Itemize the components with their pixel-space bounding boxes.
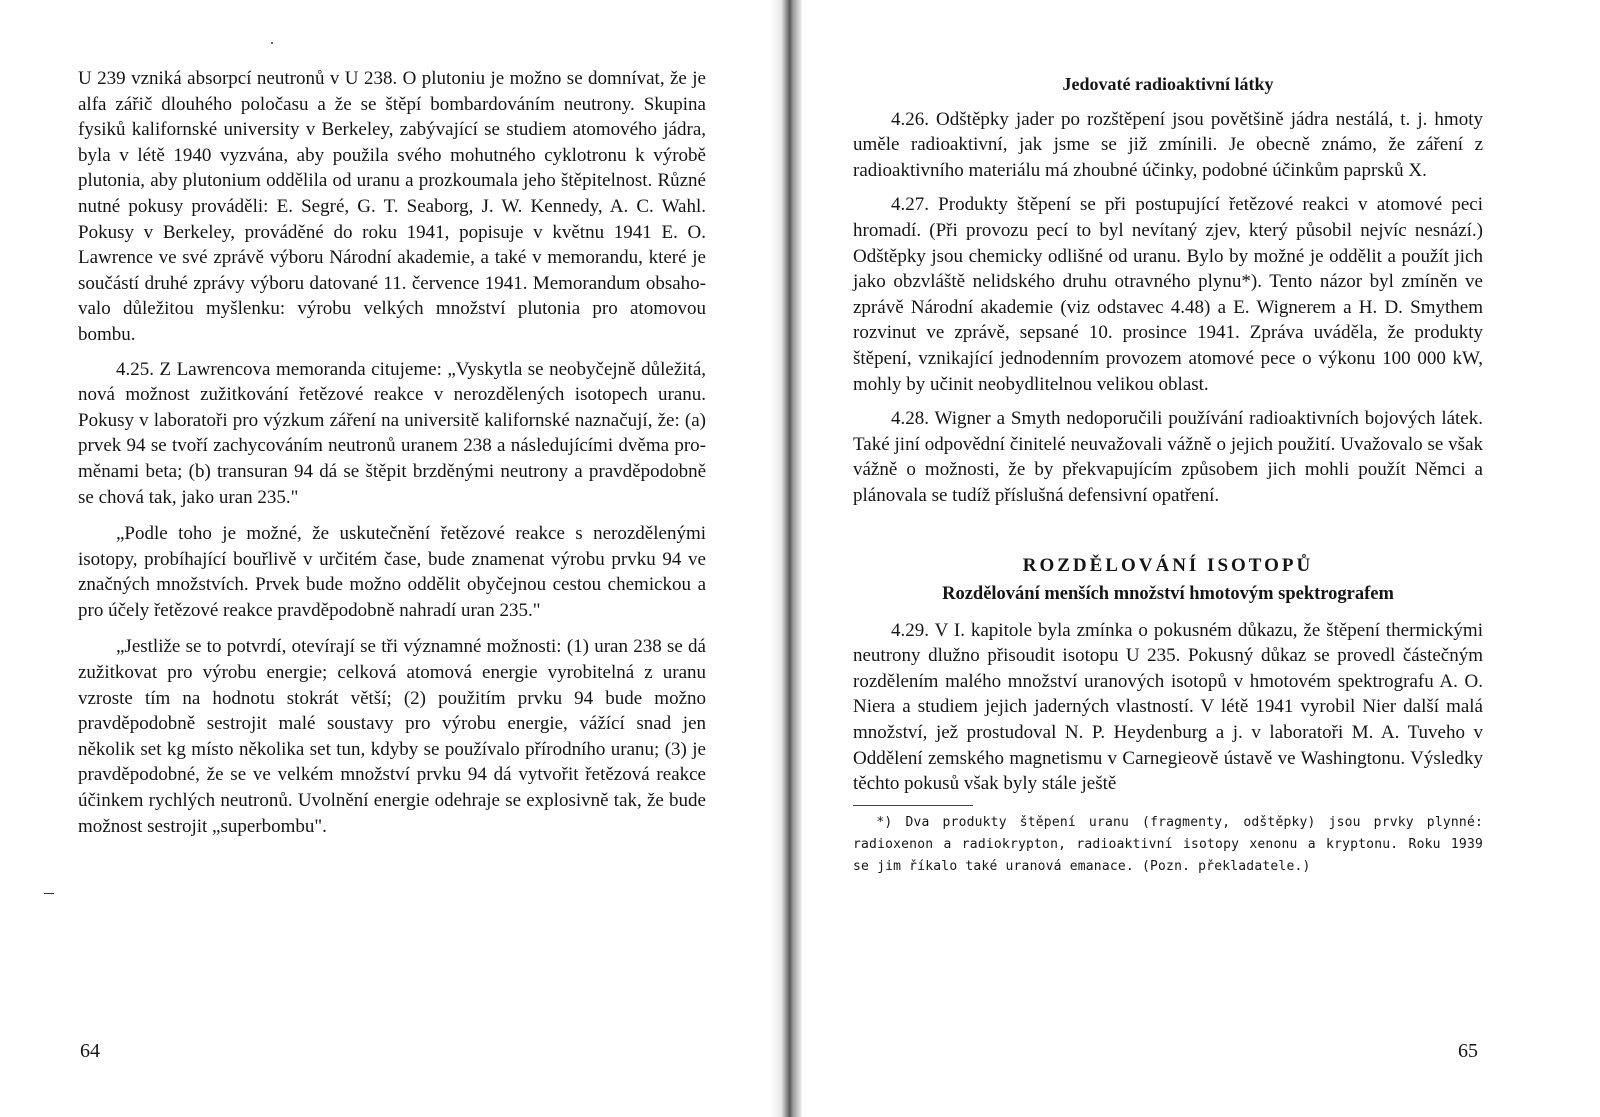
left-page [0,0,792,1117]
paragraph-4-27: 4.27. Produkty štěpení se při postupující řetězové reakci v atomové peci hromadí. (Při provozu pecí to byl nevítaný zjev, který působil nejvíc nesnází.) Odštěpky jsou chemicky odlišné od uranu. Bylo by možné je oddělit a použít jich jako obzvláště nelidského druhu otravného plynu*). Tento názor byl zmíněn ve zprávě Národní akademie (viz odstavec 4.48) a E. Wignerem a H. D. Smythem rozvinut ve zprávě, sepsané 10. prosince 1941. Zpráva uváděla, že produkty štěpení, vznikající jednodenním provozem atomové pece o výkonu 100 000 kW, mohly by učinit neobydlitelnou velikou oblast. [853,194,1483,395]
footnote-rule [853,805,973,806]
left-text-column [78,66,706,839]
page-number-left: 64 [80,1040,100,1062]
footnote: *) Dva produkty štěpení uranu (fragmenty, odštěpky) jsou prvky plynné: radioxenon a radiokrypton, radioaktivní isotopy xenonu a kryptonu. Roku 1939 se jim říkalo také uranová emanace. (Pozn. překladatele.) [853,814,1483,874]
section-title: ROZDĚLOVÁNÍ ISOTOPŮ [1022,554,1314,576]
scan-speck [271,42,273,44]
scan-mark [44,893,54,894]
paragraph-4-26: 4.26. Odštěpky jader po rozštěpení jsou povětšině jádra nestálá, t. j. hmoty uměle radioaktivní, jak jsme se již zmínili. Je obecně známo, že záření z radioaktivního materiálu má zhoubné účinky, podobné účinkům paprsků X. [853,108,1483,181]
paragraph-quote-continuation: „Podle toho je možné, že uskutečnění řetězové reakce s nerozdělenými isotopy, probíhající bouřlivě v určitém čase, bude znamenat výrobu prvku 94 ve značných množstvích. Prvek bude možno oddělit obyčejnou cestou chemickou a pro účely řetězové reakce pravděpodobně nahradí uran 235." [78,523,706,621]
page-number-right: 65 [1458,1040,1478,1062]
paragraph-4-28: 4.28. Wigner a Smyth nedoporučili používání radioaktivních bojových látek. Také jiní odpovědní činitelé neuvažovali vážně o jejich použití. Uvažovalo se však vážně o možnosti, že by překvapujícím způsobem jich mohli použít Němci a plánovala se tudíž příslušná defensivní opatření. [853,408,1483,506]
paragraph-4-25: 4.25. Z Lawrencova memoranda citujeme: „Vyskytla se neobyčejně důležitá, nová možnost zužitkování řetězové reakce v nerozdělených isotopech uranu. Pokusy v laboratoři pro výzkum záření na universitě kalifornské naznačují, že: (a) prvek 94 se tvoří zachycováním neutronů uranem 238 a následujícími dvěma proměnami beta; (b) transuran 94 dá se štěpit brzděnými neutrony a pravděpodobně se chová tak, jako uran 235." [78,358,706,508]
paragraph-4-29: 4.29. V I. kapitole byla zmínka o pokusném důkazu, že štěpení thermickými neutrony dlužno přisoudit isotopu U 235. Pokusný důkaz se provedl částečným rozdělením malého množství uranových isotopů v hmotovém spektrografu A. O. Niera a studiem jejich jaderných vlastností. V létě 1941 vyrobil Nier další malá množství, jež prostudoval N. P. Heydenburg a j. v laboratoři M. A. Tuveho v Oddělení zemského magnetismu v Carnegieově ústavě ve Washingtonu. Výsledky těchto pokusů však byly stále ještě [853,619,1483,795]
right-page [792,0,1600,1117]
paragraph-plutonium-intro: U 239 vzniká absorpcí neutronů v U 238. O plutoniu je možno se domnívat, že je alfa zářič dlouhého poločasu a že se štěpí bombardováním neutrony. Skupina fysiků kalifornské university v Berkeley, zabývající se studiem atomového jádra, byla v létě 1940 vyzvána, aby použila svého mohutného cyklotronu k výrobě plutonia, aby plutonium oddělila od uranu a prozkoumala jeho štěpitelnost. Různé nutné pokusy prováděli: E. Segré, G. T. Seaborg, J. W. Kennedy, A. C. Wahl. Pokusy v Berkeley, prováděné do roku 1941, popisuje v květnu 1941 E. O. Lawrence ve své zprávě výboru Národní akademie, a také v memorandu, které je součástí druhé zprávy výboru datované 11. července 1941. Memorandum obsahovalo důležitou myšlenku: výrobu velkých množství plutonia pro atomovou bombu. [78,68,706,345]
paragraph-quote-possibilities: „Jestliže se to potvrdí, otevírají se tři významné možnosti: (1) uran 238 se dá zužitkovat pro výrobu energie; celková atomová energie vyrobitelná z uranu vzroste tím na hodnotu stokrát větší; (2) použitím prvku 94 bude možno pravděpodobně sestrojit malé soustavy pro výrobu energie, vážící snad jen několik set kg místo několika set tun, kdyby se používalo přírodního uranu; (3) je pravděpodobné, že se ve velkém množství prvku 94 dá vytvořit řetězová reakce účinkem rychlých neutronů. Uvolnění energie odehraje se explosivně tak, že bude možnost sestrojit „superbombu". [78,636,706,837]
subsection-title: Rozdělování menších množství hmotovým spektrografem [942,584,1394,605]
running-head: Jedovaté radioaktivní látky [1062,74,1274,94]
right-text-column [853,66,1483,878]
